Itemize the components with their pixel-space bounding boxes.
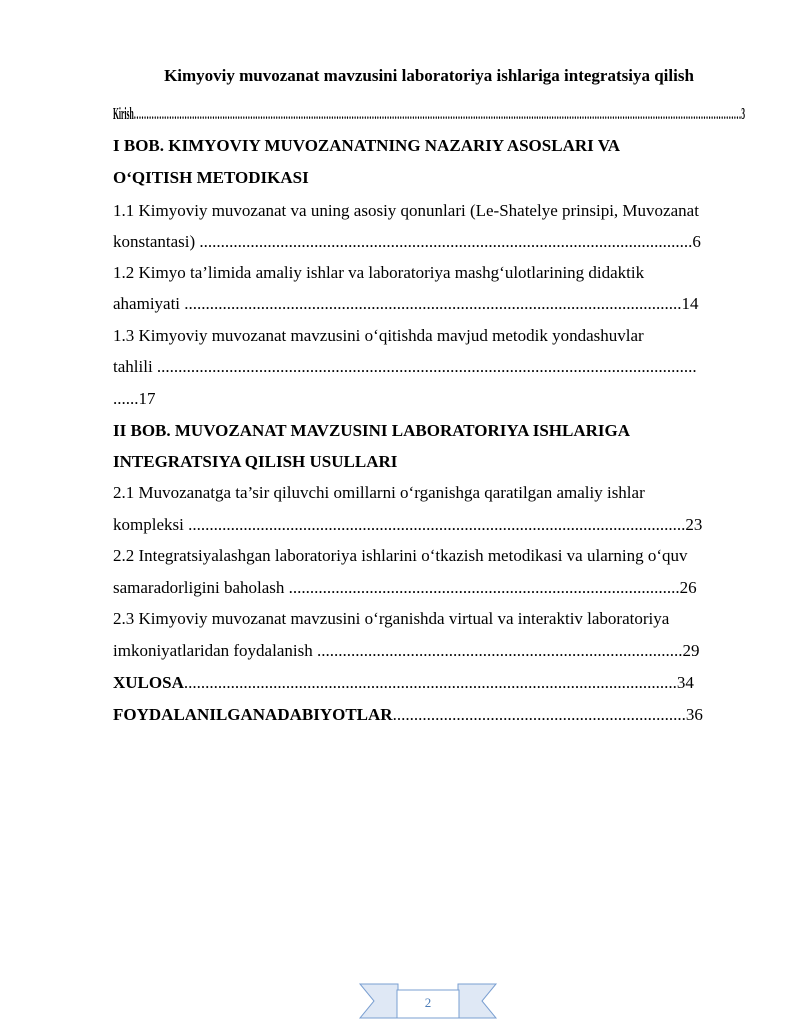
toc-conclusion-leader: ....................................................................................................................34 bbox=[183, 673, 694, 692]
toc-section-1-1: 1.1 Kimyoviy muvozanat va uning asosiy qonunlari (Le-Shatelye prinsipi, Muvozanat bbox=[113, 201, 699, 220]
document-title: Kimyoviy muvozanat mavzusini laboratoriya ishlariga integratsiya qilish bbox=[164, 66, 694, 85]
toc-references-label: FOYDALANILGANADABIYOTLAR bbox=[113, 705, 393, 724]
toc-section-1-3-cont: tahlili ............................................................................................................................... bbox=[113, 357, 697, 376]
toc-section-2-1-page: kompleksi .....................................................................................................................23 bbox=[113, 515, 703, 534]
toc-section-1-3: 1.3 Kimyoviy muvozanat mavzusini o‘qitishda mavjud metodik yondashuvlar bbox=[113, 326, 644, 345]
toc-chapter-2-title-cont: INTEGRATSIYA QILISH USULLARI bbox=[113, 452, 398, 471]
toc-section-2-2-page: samaradorligini baholash ............................................................................................26 bbox=[113, 578, 697, 597]
toc-introduction: Kirish……………………………………………………………………………………………………………………………………………………………………………………………………………………3 bbox=[113, 104, 745, 123]
toc-references bbox=[113, 704, 703, 726]
page-number: 2 bbox=[424, 995, 432, 1010]
toc-section-1-2: 1.2 Kimyo ta’limida amaliy ishlar va laboratoriya mashg‘ulotlarining didaktik bbox=[113, 263, 645, 282]
toc-chapter-2-title: II BOB. MUVOZANAT MAVZUSINI LABORATORIYA ISHLARIGA bbox=[113, 421, 631, 440]
toc-section-2-3: 2.3 Kimyoviy muvozanat mavzusini o‘rganishda virtual va interaktiv laboratoriya bbox=[113, 609, 670, 628]
toc-chapter-1-title-cont: O‘QITISH METODIKASI bbox=[113, 168, 309, 187]
toc-section-2-3-page: imkoniyatlaridan foydalanish ......................................................................................29 bbox=[113, 641, 700, 660]
toc-conclusion bbox=[113, 672, 694, 694]
toc-chapter-1-title: I BOB. KIMYOVIY MUVOZANATNING NAZARIY ASOSLARI VA bbox=[113, 136, 621, 155]
toc-section-1-3-page: ......17 bbox=[113, 389, 156, 408]
toc-conclusion-label: XULOSA bbox=[113, 673, 184, 692]
toc-section-1-1-page: konstantasi) ....................................................................................................................6 bbox=[113, 232, 701, 251]
toc-section-2-2: 2.2 Integratsiyalashgan laboratoriya ishlarini o‘tkazish metodikasi va ularning o‘quv bbox=[113, 546, 688, 565]
toc-references-leader: .....................................................................36 bbox=[392, 705, 703, 724]
toc-section-1-2-page: ahamiyati .....................................................................................................................14 bbox=[113, 294, 699, 313]
toc-section-2-1: 2.1 Muvozanatga ta’sir qiluvchi omillarni o‘rganishga qaratilgan amaliy ishlar bbox=[113, 483, 645, 502]
